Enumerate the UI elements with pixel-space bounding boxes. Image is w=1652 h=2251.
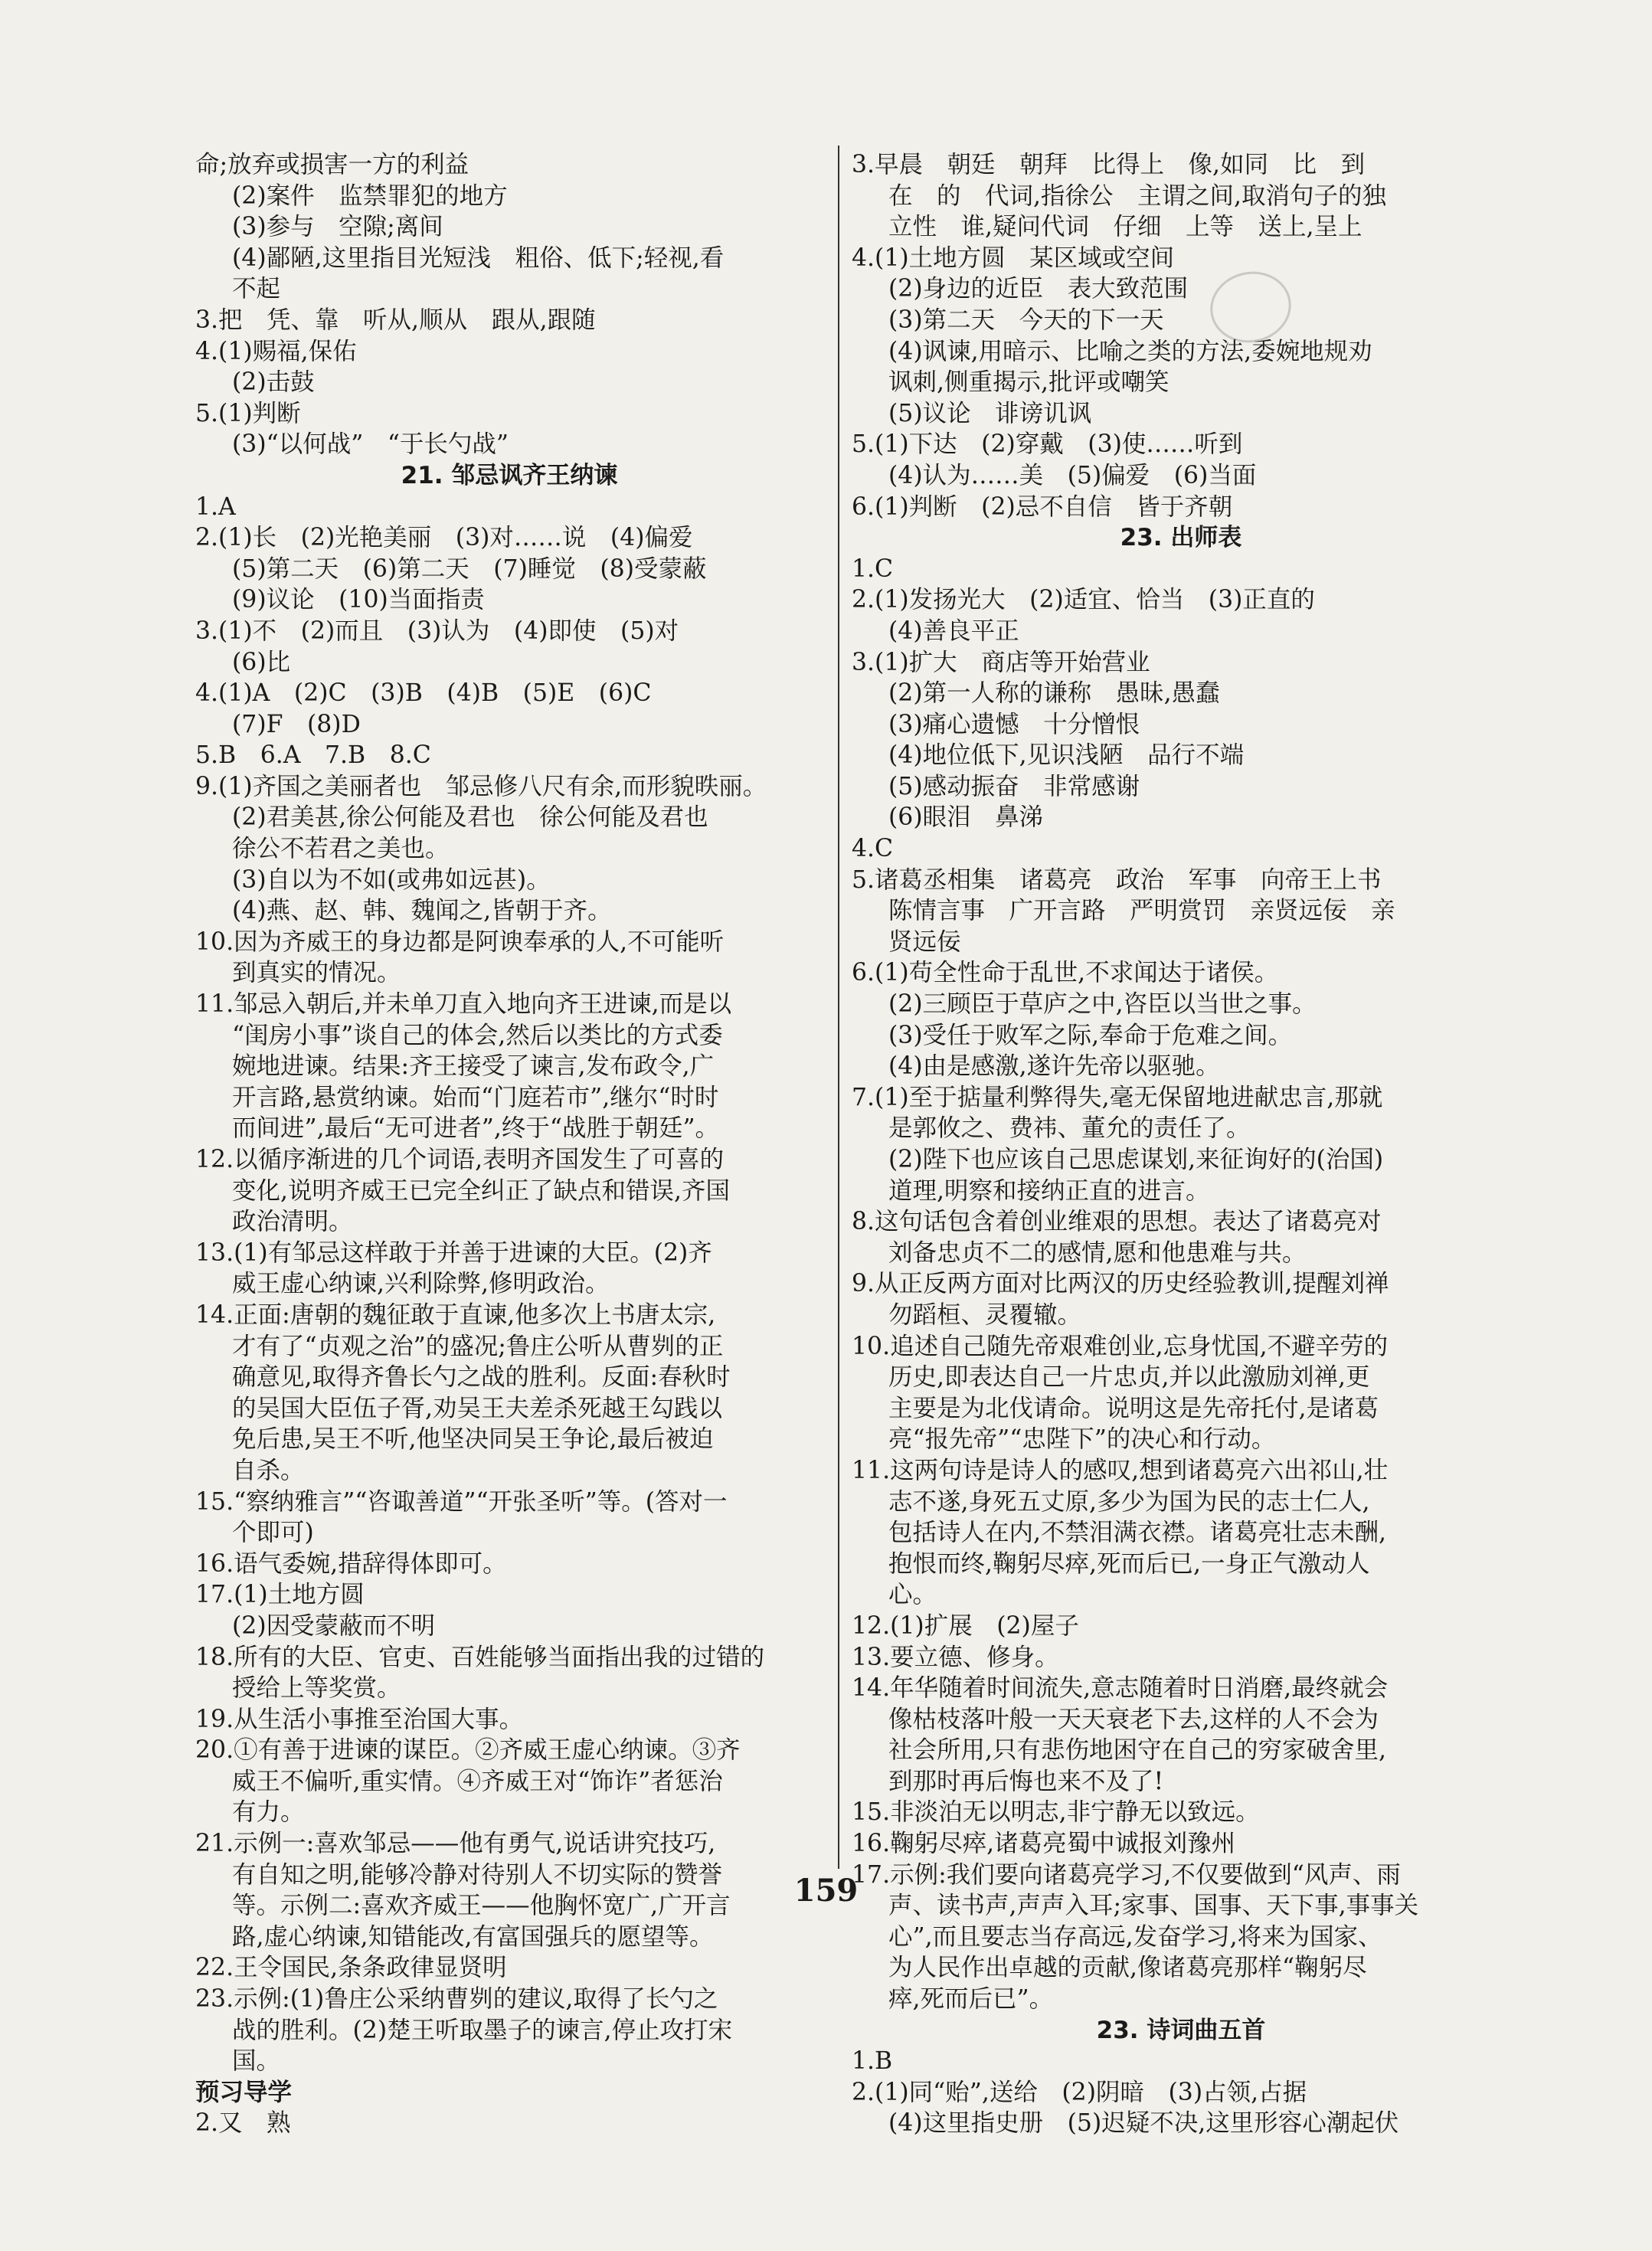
answer-line: 22.王令国民,条条政律显贤明 xyxy=(195,1954,507,1982)
answer-line: 徐公不若君之美也。 xyxy=(232,835,450,863)
answer-line: 2.(1)发扬光大 (2)适宜、恰当 (3)正直的 xyxy=(852,586,1315,614)
answer-line: 而间进”,最后“无可进者”,终于“战胜于朝廷”。 xyxy=(232,1114,720,1143)
answer-line: 3.(1)不 (2)而且 (3)认为 (4)即使 (5)对 xyxy=(195,617,679,645)
answer-line: (3)自以为不如(或弗如远甚)。 xyxy=(232,865,551,894)
answer-line: 刘备忠贞不二的感情,愿和他患难与共。 xyxy=(888,1238,1307,1267)
answer-line: 自杀。 xyxy=(232,1456,305,1484)
answer-line: (2)因受蒙蔽而不明 xyxy=(232,1611,436,1640)
answer-line: 威王不偏听,重实情。④齐威王对“饰诈”者惩治 xyxy=(232,1767,723,1795)
answer-line: 个即可) xyxy=(232,1519,314,1547)
answer-line: 14.正面:唐朝的魏征敢于直谏,他多次上书唐太宗, xyxy=(195,1301,716,1329)
answer-line: 免后患,吴王不听,他坚决同吴王争论,最后被迫 xyxy=(232,1425,714,1454)
left-column xyxy=(195,149,823,2139)
answer-line: 包括诗人在内,不禁泪满衣襟。诸葛亮壮志未酬, xyxy=(888,1519,1387,1547)
answer-line: 立性 谁,疑问代词 仔细 上等 送上,呈上 xyxy=(888,213,1362,241)
answer-line: 3.把 凭、靠 听从,顺从 跟从,跟随 xyxy=(195,306,596,334)
answer-line: (3)受任于败军之际,奉命于危难之间。 xyxy=(888,1021,1293,1049)
answer-line: (2)击鼓 xyxy=(232,368,315,397)
answer-line: 讽刺,侧重揭示,批评或嘲笑 xyxy=(888,368,1169,397)
section-title: 23. 出师表 xyxy=(1120,524,1242,552)
subsection-heading: 预习导学 xyxy=(195,2078,293,2106)
answer-line: 5.诸葛丞相集 诸葛亮 政治 军事 向帝王上书 xyxy=(852,865,1382,894)
answer-line: 到那时再后悔也来不及了! xyxy=(888,1767,1164,1795)
answer-line: 在 的 代词,指徐公 主谓之间,取消句子的独 xyxy=(888,182,1387,210)
answer-line: 5.(1)判断 xyxy=(195,399,301,427)
answer-line: 授给上等奖赏。 xyxy=(232,1674,401,1703)
answer-line: 4.(1)土地方圆 某区域或空间 xyxy=(852,244,1175,272)
answer-line: 13.要立德、修身。 xyxy=(852,1643,1059,1671)
answer-line: 路,虚心纳谏,知错能改,有富国强兵的愿望等。 xyxy=(232,1922,714,1951)
answer-line: (5)感动振奋 非常感谢 xyxy=(888,772,1140,800)
answer-line: 12.以循序渐进的几个词语,表明齐国发生了可喜的 xyxy=(195,1146,725,1173)
answer-line: 1.B xyxy=(852,2047,893,2076)
answer-line: (4)认为……美 (5)偏爱 (6)当面 xyxy=(888,461,1257,489)
answer-line: 政治清明。 xyxy=(232,1208,353,1236)
answer-line: 是郭攸之、费祎、董允的责任了。 xyxy=(888,1114,1251,1143)
section-title: 23. 诗词曲五首 xyxy=(1096,2016,1266,2044)
answer-line: 3.早晨 朝廷 朝拜 比得上 像,如同 比 到 xyxy=(852,151,1366,178)
answer-line: 心”,而且要志当存高远,发奋学习,将来为国家、 xyxy=(888,1922,1382,1951)
answer-line: 陈情言事 广开言路 严明赏罚 亲贤远佞 亲 xyxy=(888,897,1395,925)
answer-line: (5)第二天 (6)第二天 (7)睡觉 (8)受蒙蔽 xyxy=(232,555,707,583)
answer-line: 瘁,死而后已”。 xyxy=(888,1985,1054,2014)
answer-line: 15.“察纳雅言”“咨诹善道”“开张圣听”等。(答对一 xyxy=(195,1487,728,1516)
answer-line: 确意见,取得齐鲁长勺之战的胜利。反面:春秋时 xyxy=(232,1363,731,1392)
answer-line: 婉地进谏。结果:齐王接受了谏言,发布政令,广 xyxy=(232,1052,715,1081)
answer-line: 才有了“贞观之治”的盛况;鲁庄公听从曹刿的正 xyxy=(232,1332,724,1360)
answer-line: 志不遂,身死五丈原,多少为国为民的志士仁人, xyxy=(888,1487,1370,1516)
answer-line: 2.(1)长 (2)光艳美丽 (3)对……说 (4)偏爱 xyxy=(195,524,693,552)
answer-line: 10.因为齐威王的身边都是阿谀奉承的人,不可能听 xyxy=(195,928,725,956)
answer-line: 为人民作出卓越的贡献,像诸葛亮那样“鞠躬尽 xyxy=(888,1954,1367,1982)
answer-line: (4)讽谏,用暗示、比喻之类的方法,委婉地规劝 xyxy=(888,337,1372,365)
answer-line: 10.追述自己随先帝艰难创业,忘身忧国,不避辛劳的 xyxy=(852,1332,1389,1360)
answer-line: (6)眼泪 鼻涕 xyxy=(888,803,1044,832)
answer-line: (3)痛心遗憾 十分憎恨 xyxy=(888,710,1140,738)
answer-line: 社会所用,只有悲伤地困守在自己的穷家破舍里, xyxy=(888,1736,1387,1765)
answer-line: 道理,明察和接纳正直的进言。 xyxy=(888,1176,1210,1205)
answer-line: 12.(1)扩展 (2)屋子 xyxy=(852,1611,1079,1640)
answer-line: 抱恨而终,鞠躬尽瘁,死而后已,一身正气激动人 xyxy=(888,1549,1370,1578)
answer-line: 21.示例一:喜欢邹忌——他有勇气,说话讲究技巧, xyxy=(195,1830,716,1858)
answer-line: 13.(1)有邹忌这样敢于并善于进谏的大臣。(2)齐 xyxy=(195,1238,712,1267)
answer-line: 像枯枝落叶般一天天衰老下去,这样的人不会为 xyxy=(888,1705,1379,1733)
answer-line: 贤远佞 xyxy=(888,928,961,956)
answer-line: (9)议论 (10)当面指责 xyxy=(232,586,485,614)
answer-line: (3)第二天 今天的下一天 xyxy=(888,306,1164,334)
answer-line: 的吴国大臣伍子胥,劝吴王夫差杀死越王勾践以 xyxy=(232,1394,723,1422)
answer-line: 心。 xyxy=(888,1581,937,1609)
answer-line: 开言路,悬赏纳谏。始而“门庭若市”,继尔“时时 xyxy=(232,1083,719,1111)
answer-line: (3)“以何战” “于长勺战” xyxy=(232,430,509,459)
answer-line: 变化,说明齐威王已完全纠正了缺点和错误,齐国 xyxy=(232,1176,731,1205)
answer-line: 战的胜利。(2)楚王听取墨子的谏言,停止攻打宋 xyxy=(232,2016,733,2044)
answer-line: 7.(1)至于掂量利弊得失,毫无保留地进献忠言,那就 xyxy=(852,1083,1383,1111)
answer-line: 16.鞠躬尽瘁,诸葛亮蜀中诚报刘豫州 xyxy=(852,1830,1236,1858)
answer-line: 4.(1)赐福,保佑 xyxy=(195,337,357,365)
answer-line: 8.这句话包含着创业维艰的思想。表达了诸葛亮对 xyxy=(852,1208,1382,1236)
answer-line: 9.从正反两方面对比两汉的历史经验教训,提醒刘禅 xyxy=(852,1270,1389,1298)
answer-line: (4)燕、赵、韩、魏闻之,皆朝于齐。 xyxy=(232,897,612,925)
answer-line: 19.从生活小事推至治国大事。 xyxy=(195,1705,524,1733)
answer-line: 2.(1)同“贻”,送给 (2)阴暗 (3)占领,占据 xyxy=(852,2078,1307,2106)
answer-line: 1.C xyxy=(852,555,894,583)
answer-line: (4)鄙陋,这里指目光短浅 粗俗、低下;轻视,看 xyxy=(232,244,725,272)
page-number: 159 xyxy=(793,1873,859,1909)
answer-line: 11.这两句诗是诗人的感叹,想到诸葛亮六出祁山,壮 xyxy=(852,1456,1389,1484)
answer-line: 有自知之明,能够冷静对待别人不切实际的赞誉 xyxy=(232,1860,723,1889)
answer-line: (4)地位低下,见识浅陋 品行不端 xyxy=(888,741,1245,770)
answer-line: 勿蹈桓、灵覆辙。 xyxy=(888,1301,1082,1329)
answer-line: (2)君美甚,徐公何能及君也 徐公何能及君也 xyxy=(232,803,708,832)
answer-line: (6)比 xyxy=(232,648,291,676)
answer-line: 亮“报先帝”“忠陛下”的决心和行动。 xyxy=(888,1425,1276,1454)
answer-line: 等。示例二:喜欢齐威王——他胸怀宽广,广开言 xyxy=(232,1892,731,1920)
answer-line: 威王虚心纳谏,兴利除弊,修明政治。 xyxy=(232,1270,610,1298)
answer-line: (4)这里指史册 (5)迟疑不决,这里形容心潮起伏 xyxy=(888,2109,1399,2138)
answer-line: 20.①有善于进谏的谋臣。②齐威王虚心纳谏。③齐 xyxy=(195,1736,741,1765)
answer-line: 17.(1)土地方圆 xyxy=(195,1581,365,1609)
column-divider xyxy=(838,146,839,1869)
answer-line: (2)第一人称的谦称 愚昧,愚蠢 xyxy=(888,679,1220,708)
answer-line: (2)三顾臣于草庐之中,咨臣以当世之事。 xyxy=(888,990,1317,1019)
answer-line: (2)陛下也应该自己思虑谋划,来征询好的(治国) xyxy=(888,1146,1384,1173)
answer-line: 3.(1)扩大 商店等开始营业 xyxy=(852,648,1150,676)
answer-line: (4)由是感激,遂许先帝以驱驰。 xyxy=(888,1052,1220,1081)
answer-line: “闺房小事”谈自己的体会,然后以类比的方式委 xyxy=(232,1021,723,1049)
answer-line: 不起 xyxy=(232,275,281,303)
answer-line: 6.(1)苟全性命于乱世,不求闻达于诸侯。 xyxy=(852,959,1279,987)
answer-line: 命;放弃或损害一方的利益 xyxy=(195,151,469,178)
section-title: 21. 邹忌讽齐王纳谏 xyxy=(401,461,618,489)
answer-line: 到真实的情况。 xyxy=(232,959,401,987)
answer-line: 18.所有的大臣、官吏、百姓能够当面指出我的过错的 xyxy=(195,1643,765,1671)
answer-line: 9.(1)齐国之美丽者也 邹忌修八尺有余,而形貌昳丽。 xyxy=(195,772,767,800)
answer-line: (2)身边的近臣 表大致范围 xyxy=(888,275,1189,303)
answer-line: (4)善良平正 xyxy=(888,617,1019,645)
answer-line: 6.(1)判断 (2)忌不自信 皆于齐朝 xyxy=(852,492,1233,521)
answer-line: 声、读书声,声声入耳;家事、国事、天下事,事事关 xyxy=(888,1892,1419,1920)
answer-line: 5.(1)下达 (2)穿戴 (3)使……听到 xyxy=(852,430,1243,459)
answer-line: 4.C xyxy=(852,835,894,863)
answer-line: 14.年华随着时间流失,意志随着时日消磨,最终就会 xyxy=(852,1674,1389,1703)
answer-line: (2)案件 监禁罪犯的地方 xyxy=(232,182,508,210)
answer-line: 主要是为北伐请命。说明这是先帝托付,是诸葛 xyxy=(888,1394,1379,1422)
answer-line: 有力。 xyxy=(232,1798,305,1827)
answer-line: 历史,即表达自己一片忠贞,并以此激励刘禅,更 xyxy=(888,1363,1370,1392)
answer-line: (7)F (8)D xyxy=(232,710,361,738)
answer-line: 15.非淡泊无以明志,非宁静无以致远。 xyxy=(852,1798,1260,1827)
answer-line: (3)参与 空隙;离间 xyxy=(232,213,443,241)
answer-line: 1.A xyxy=(195,492,236,521)
right-column xyxy=(852,149,1510,2139)
answer-line: 4.(1)A (2)C (3)B (4)B (5)E (6)C xyxy=(195,679,652,708)
answer-line: (5)议论 诽谤讥讽 xyxy=(888,399,1092,427)
answer-line: 5.B 6.A 7.B 8.C xyxy=(195,741,431,770)
answer-line: 23.示例:(1)鲁庄公采纳曹刿的建议,取得了长勺之 xyxy=(195,1985,718,2014)
answer-line: 2.又 熟 xyxy=(195,2109,291,2138)
answer-line: 11.邹忌入朝后,并未单刀直入地向齐王进谏,而是以 xyxy=(195,990,732,1019)
answer-line: 17.示例:我们要向诸葛亮学习,不仅要做到“风声、雨 xyxy=(852,1860,1401,1889)
answer-line: 国。 xyxy=(232,2047,281,2076)
answer-line: 16.语气委婉,措辞得体即可。 xyxy=(195,1549,507,1578)
